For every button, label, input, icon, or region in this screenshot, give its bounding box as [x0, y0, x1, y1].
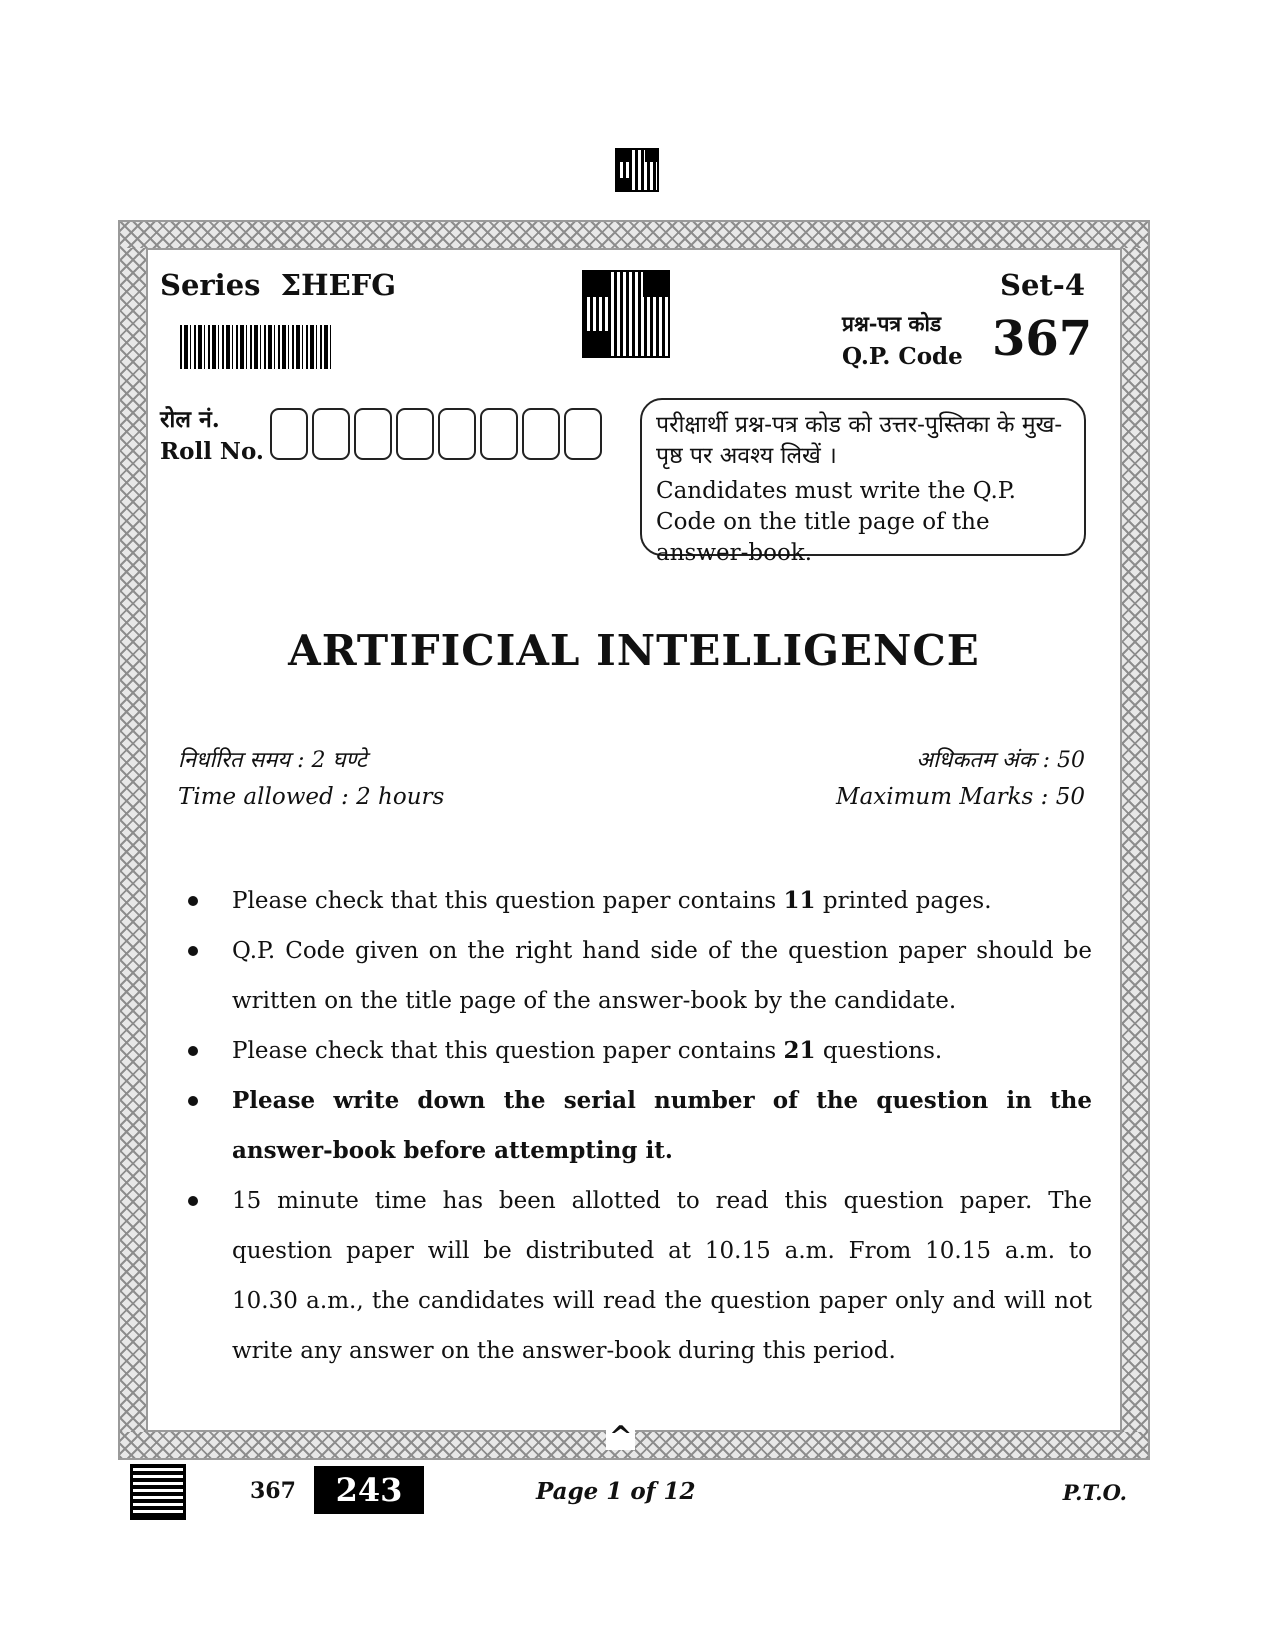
- top-qr-code: [615, 148, 659, 192]
- instruction-serial-number: Please write down the serial number of the question in the answer-book before attempting it.: [232, 1087, 1092, 1164]
- bullet: [188, 946, 198, 956]
- instruction-reading-time: 15 minute time has been allotted to read this question paper. The question paper will be distributed at 10.15 a.m. From 10.15 a.m. to 10.30 a.m., the candidates will read the question paper only and will not write any answer on the answer-book during this period.: [232, 1188, 1092, 1364]
- notice-hindi: परीक्षार्थी प्रश्न-पत्र कोड को उत्तर-पुस्तिका के मुख-पृष्ठ पर अवश्य लिखें ।: [656, 412, 1063, 469]
- series-barcode: [180, 325, 332, 369]
- instruction-page-count: Please check that this question paper contains 11 printed pages.: [232, 887, 992, 914]
- footer-data-matrix: [130, 1464, 186, 1520]
- series-code: ΣHEFG: [280, 268, 397, 302]
- series-label: Series ΣHEFG: [160, 268, 397, 302]
- roll-digit-box[interactable]: [522, 408, 560, 460]
- bullet: [188, 1046, 198, 1056]
- roll-digit-box[interactable]: [396, 408, 434, 460]
- roll-digit-box[interactable]: [480, 408, 518, 460]
- notice-english: Candidates must write the Q.P. Code on the title page of the answer-book.: [656, 478, 1016, 566]
- maximum-marks: Maximum Marks : 50: [836, 784, 1085, 810]
- qp-code-value: 367: [992, 311, 1093, 367]
- bullet: [188, 1196, 198, 1206]
- roll-digit-box[interactable]: [270, 408, 308, 460]
- page-number: Page 1 of 12: [536, 1478, 696, 1505]
- roll-label: Roll No.: [160, 438, 264, 465]
- qp-code-notice: [640, 398, 1086, 566]
- qp-code-label: Q.P. Code: [842, 343, 963, 370]
- bullet: [188, 896, 198, 906]
- time-allowed-hindi: निर्धारित समय : 2 घण्टे: [178, 748, 367, 773]
- qp-code-label-hindi: प्रश्न-पत्र कोड: [842, 311, 942, 336]
- time-allowed: Time allowed : 2 hours: [178, 784, 445, 810]
- bullet: [188, 1096, 198, 1106]
- border-band-left: [120, 248, 146, 1432]
- roll-digit-box[interactable]: [312, 408, 350, 460]
- border-band-right: [1122, 248, 1148, 1432]
- maximum-marks-hindi: अधिकतम अंक : 50: [916, 748, 1085, 773]
- roll-label-hindi: रोल नं.: [160, 406, 220, 433]
- subject-title: ARTIFICIAL INTELLIGENCE: [288, 626, 980, 675]
- roll-digit-box[interactable]: [564, 408, 602, 460]
- footer-number-box: 243: [314, 1466, 424, 1514]
- set-number: Set-4: [1000, 268, 1086, 302]
- pto-label: P.T.O.: [1062, 1480, 1127, 1505]
- header-qr-code: [582, 270, 670, 358]
- footer-qp-code: 367: [250, 1478, 296, 1504]
- caret-mark: ^: [606, 1424, 635, 1450]
- instruction-qp-code: Q.P. Code given on the right hand side of the question paper should be written on the title page of the answer-book by the candidate.: [232, 938, 1092, 1014]
- instruction-question-count: Please check that this question paper contains 21 questions.: [232, 1037, 943, 1064]
- border-band-top: [120, 222, 1148, 248]
- roll-number-boxes: [270, 408, 606, 464]
- roll-digit-box[interactable]: [354, 408, 392, 460]
- roll-digit-box[interactable]: [438, 408, 476, 460]
